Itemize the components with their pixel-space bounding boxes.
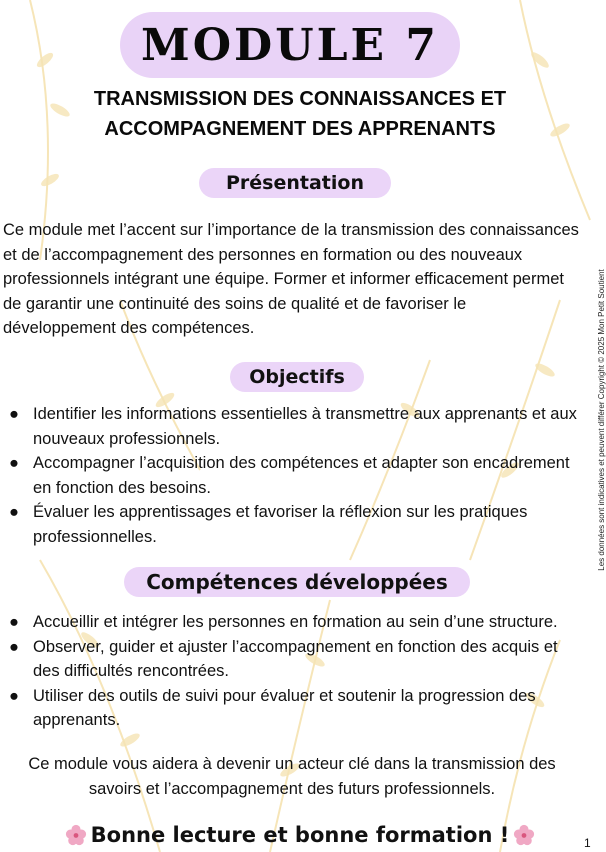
list-item <box>3 500 581 549</box>
flower-icon <box>513 824 535 846</box>
module-title: MODULE 7 <box>141 19 439 71</box>
list-item <box>3 610 563 635</box>
closing-line: Ce module vous aidera à devenir un acteur clé dans la transmission des <box>28 755 556 773</box>
competences-list <box>3 610 563 733</box>
list-item-text: Accompagner l’acquisition des compétences et adapter son encadrement en fonction des besoins. <box>33 454 570 497</box>
list-item <box>3 451 581 500</box>
bullet-icon: ● <box>9 405 19 423</box>
closing-text <box>0 752 584 802</box>
presentation-paragraph: Ce module met l’accent sur l’importance de la transmission des connaissances et de l’accompagnement des personnes en formation ou des nouveaux professionnels intégrant une équipe. Former et informer efficacement permet de garantir une continuité des soins de qualité et de favoriser le développement des compétences. <box>3 221 579 337</box>
bullet-icon: ● <box>9 503 19 521</box>
bullet-icon: ● <box>9 637 19 656</box>
module-subtitle <box>40 84 560 144</box>
closing-line: savoirs et l’accompagnement des futurs professionnels. <box>88 780 496 798</box>
section-heading-competences: Compétences développées <box>124 567 470 597</box>
objectifs-list <box>3 402 581 549</box>
list-item-text: Observer, guider et ajuster l’accompagnement en fonction des acquis et des difficultés rencontrées. <box>33 637 558 680</box>
list-item-text: Identifier les informations essentielles à transmettre aux apprenants et aux nouveaux professionnels. <box>33 405 577 448</box>
subtitle-line: TRANSMISSION DES CONNAISSANCES ET <box>93 88 507 110</box>
subtitle-line: ACCOMPAGNEMENT DES APPRENANTS <box>104 118 496 140</box>
title-pill <box>120 12 460 78</box>
bullet-icon: ● <box>9 686 19 705</box>
footer-message <box>50 820 550 850</box>
copyright-note: Les données sont indicatives et peuvent différer Copyright © 2025 Mon Petit Soutient <box>597 269 606 571</box>
list-item <box>3 635 563 684</box>
list-item-text: Accueillir et intégrer les personnes en formation au sein d’une structure. <box>33 613 558 631</box>
flower-icon <box>65 824 87 846</box>
page-number: 1 <box>584 836 591 850</box>
section-heading-objectifs: Objectifs <box>230 362 364 392</box>
footer-text: Bonne lecture et bonne formation ! <box>90 823 510 847</box>
list-item-text: Évaluer les apprentissages et favoriser la réflexion sur les pratiques professionnelles. <box>33 503 528 546</box>
bullet-icon: ● <box>9 454 19 472</box>
list-item <box>3 684 563 733</box>
list-item <box>3 402 581 451</box>
list-item-text: Utiliser des outils de suivi pour évaluer et soutenir la progression des apprenants. <box>33 686 536 729</box>
section-heading-presentation: Présentation <box>199 168 391 198</box>
bullet-icon: ● <box>9 613 19 631</box>
